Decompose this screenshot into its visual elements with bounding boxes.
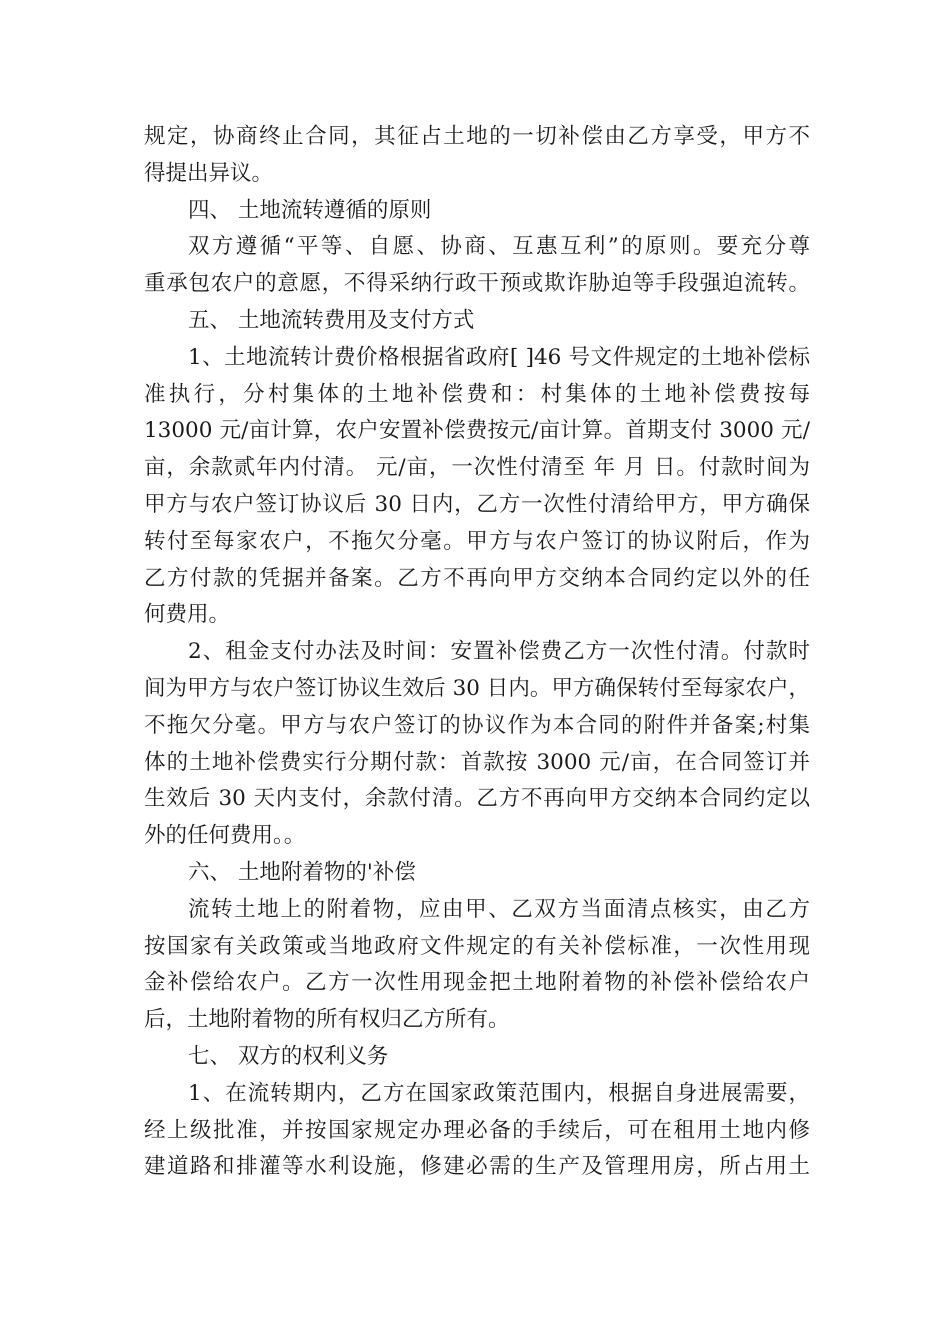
- text-line: 乙方付款的凭据并备案。乙方不再向甲方交纳本合同约定以外的任: [144, 565, 810, 591]
- text-line: 得提出异议。: [144, 160, 274, 186]
- text-line: 七、 双方的权利义务: [188, 1043, 389, 1069]
- text-line: 经上级批准，并按国家规定办理必备的手续后，可在租用土地内修: [144, 1117, 810, 1143]
- text-line: 转付至每家农户，不拖欠分毫。甲方与农户签订的协议附后，作为: [144, 528, 810, 554]
- text-line: 2、租金支付办法及时间：安置补偿费乙方一次性付清。付款时: [188, 639, 810, 665]
- text-line: 外的任何费用。。: [144, 823, 306, 849]
- text-line: 甲方与农户签订协议后 30 日内，乙方一次性付清给甲方，甲方确保: [144, 491, 810, 517]
- text-line: 间为甲方与农户签订协议生效后 30 日内。甲方确保转付至每家农户，: [144, 675, 810, 701]
- text-line: 亩，余款贰年内付清。 元/亩，一次性付清至 年 月 日。付款时间为: [144, 455, 810, 481]
- text-line: 六、 土地附着物的'补偿: [188, 859, 416, 885]
- text-line: 按国家有关政策或当地政府文件规定的有关补偿标准，一次性用现: [144, 933, 810, 959]
- text-line: 13000 元/亩计算，农户安置补偿费按元/亩计算。首期支付 3000 元/: [144, 418, 810, 444]
- text-line: 四、 土地流转遵循的原则: [188, 197, 432, 223]
- text-line: 金补偿给农户。乙方一次性用现金把土地附着物的补偿补偿给农户: [144, 970, 810, 996]
- text-line: 生效后 30 天内支付，余款付清。乙方不再向甲方交纳本合同约定以: [144, 786, 810, 812]
- text-line: 何费用。: [144, 602, 231, 628]
- text-line: 重承包农户的意愿，不得采纳行政干预或欺诈胁迫等手段强迫流转。: [144, 271, 810, 297]
- document-body: [144, 119, 810, 1186]
- text-line: 不拖欠分毫。甲方与农户签订的协议作为本合同的附件并备案;村集: [144, 712, 810, 738]
- text-line: 规定，协商终止合同，其征占土地的一切补偿由乙方享受，甲方不: [144, 124, 810, 149]
- text-line: 体的土地补偿费实行分期付款：首款按 3000 元/亩，在合同签订并: [144, 749, 810, 775]
- text-line: 五、 土地流转费用及支付方式: [188, 307, 475, 333]
- text-line: 1、土地流转计费价格根据省政府[ ]46 号文件规定的土地补偿标: [188, 344, 810, 370]
- text-line: 建道路和排灌等水利设施，修建必需的生产及管理用房，所占用土: [144, 1154, 810, 1180]
- text-line: 1、在流转期内，乙方在国家政策范围内，根据自身进展需要，: [188, 1080, 810, 1106]
- text-line: 后，土地附着物的所有权归乙方所有。: [144, 1007, 510, 1033]
- text-line: 双方遵循“平等、自愿、协商、互惠互利”的原则。要充分尊: [188, 234, 810, 260]
- text-line: 准执行，分村集体的土地补偿费和：村集体的土地补偿费按每: [144, 381, 810, 407]
- text-line: 流转土地上的附着物，应由甲、乙双方当面清点核实，由乙方: [188, 896, 810, 922]
